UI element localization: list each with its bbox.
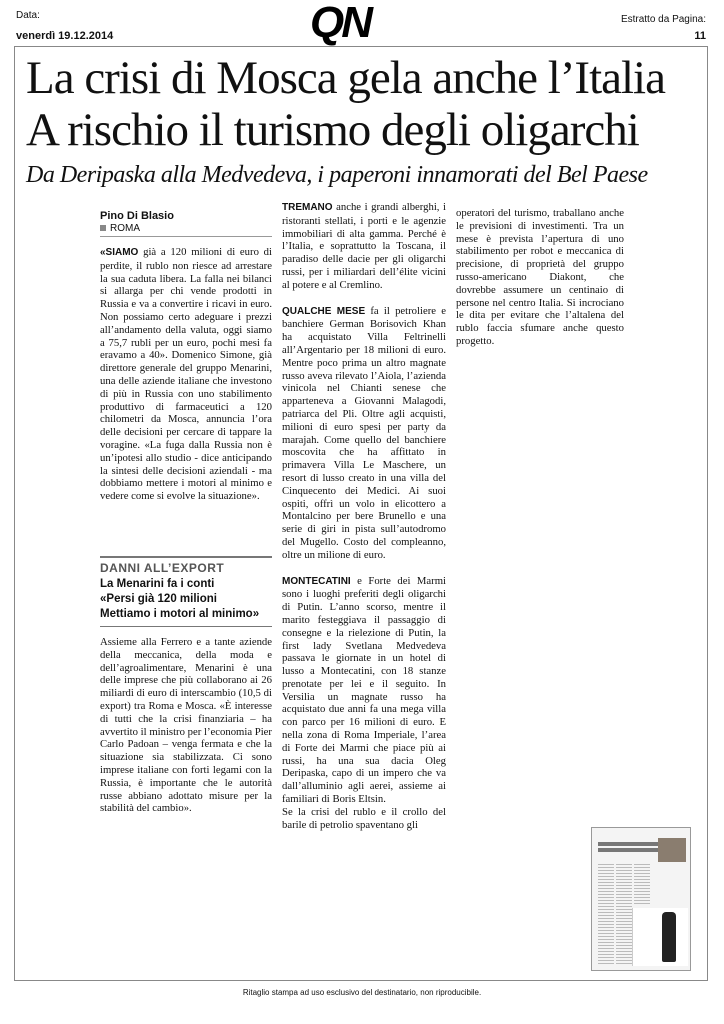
dateline [100,223,140,234]
lead-in: QUALCHE MESE [282,305,366,317]
lead-in: MONTECATINI [282,575,351,587]
thumbnail-advertisement [632,908,688,966]
page-number: 11 [694,30,706,42]
paragraph-text: Assieme alla Ferrero e a tante aziende della meccanica, della moda e dell’agroalimentare, Menarini è una delle imprese che più collaborano ai 26 miliardi di euro di interscambio (10,5 di export) tra Roma e Mosca. «È interesse di tutti che la crisi finanziaria – ha avvertito il ministro per l’economia Pier Carlo Padoan – venga fermata e che la situazione sia stabilizzata. Ci sono imprese italiane con forti legami con la Russia, è importante che le autorità russe abbiano adottato misure per la stabilità del cambio». [100,636,272,815]
page-extract-label: Estratto da Pagina: [620,14,706,25]
newspaper-logo [310,2,414,46]
thumbnail-photo [658,838,686,862]
box-kicker: DANNI ALL’EXPORT [100,561,225,575]
lead-in: «SIAMO [100,247,139,258]
thumbnail-headline [598,842,658,846]
paragraph-text: e Forte dei Marmi sono i luoghi preferiti degli oligarchi di Putin. L’anno scorso, mentre il marito festeggiava il passaggio di consegne e la rielezione di Putin, la first lady Svetlana Medvedeva passava le giornate in un hotel di lusso a Montecatini, con 18 stanze prenotate per lei e il seguito. In Versilia un magnate russo ha acquistato due anni fa una mega villa con parco per 16 milioni di euro. E nella zona di Roma Imperiale, l’area di Forte dei Marmi che piace più ai russi, ha una sua dacia Oleg Deripaska, capo di un impero che va dall’alluminio agli aerei, assieme ai familiari di Boris Eltsin. [282,574,446,806]
byline: Pino Di Blasio [100,210,174,222]
paragraph-text: fa il petroliere e banchiere German Borisovich Khan ha acquistato Villa Feltrinelli all’Argentario per 18 milioni di euro. Mentre poco prima un altro magnate russo aveva rilevato l’Aiola, l’azienda vinicola nel Chianti senese che apparteneva a Giovanni Malagodi, patriarca del Pli. Oltre agli acquisti, milioni di euro spesi per party da marajah. Come quello del banchiere moscovita che ha affittato in primavera Villa Le Maschere, un resort di lusso creato in una villa del Cinquecento dei Medici. Ai suoi ospiti, offrì un volo in elicottero a Montalcino per bere Brunello e una serie di giri in pista sull’autodromo del Mugello. Costo del compleanno, oltre un milione di euro. [282,304,446,561]
thumbnail-column [616,864,632,964]
paragraph-text: già a 120 milioni di euro di perdite, il rublo non riesce ad arrestare la sua caduta libera. La falla nei bilanci si allarga per chi vende prodotti in Russia e va a convertire i ricavi in euro. Non possiamo certo adeguare i prezzi all’andamento della valuta, oggi siamo a 75,7 rubli per un euro, pochi mesi fa eravamo a 40». Domenico Simone, già direttore generale del gruppo Menarini, una delle aziende italiane che investono di più in Russia con uno stabilimento produttivo di farmaceutici a 120 chilometri da Mosca, annuncia l’ora delle decisioni per cercare di tappare la voragine. «La fuga dalla Russia non è un’ipotesi allo studio - dice anticipando la sintesi delle decisioni aziendali - ma dobbiamo mettere i motori al minimo e vedere come si evolve la situazione». [100,246,272,503]
paragraph [282,201,446,292]
paragraph-text: operatori del turismo, traballano anche le previsioni di investimenti. Tra un mese è prevista l’apertura di uno stabilimento per robot e meccanica di precisione, di proprietà del gruppo russo-americano Diakont, che dovrebbe assumere un centinaio di persone nel centro Italia. Si incrociano le dita per evitare che l’altalena del rublo faccia sfumare anche questo progetto. [456,207,624,347]
thumbnail-column [634,864,650,904]
lead-in: TREMANO [282,202,333,213]
bottle-icon [662,912,676,962]
subheadline: Da Deripaska alla Medvedeva, i paperoni innamorati del Bel Paese [26,162,648,188]
paragraph-text: anche i grandi alberghi, i ristoranti stellati, i porti e le agenzie immobiliari di alta gamma. Perché è l’Italia, e soprattutto la Toscana, il paradiso delle dacie per gli oligarchi russi, per i miliardari dell’élite vicini al potere e al Cremlino. [282,201,446,291]
thumbnail-headline [598,848,658,852]
divider [100,626,272,627]
paragraph [282,575,446,806]
headline-line-2: A rischio il turismo degli oligarchi [26,104,639,156]
publication-date: venerdì 19.12.2014 [16,30,114,42]
date-label: Data: [16,10,40,21]
paragraph [100,246,272,503]
divider [100,236,272,237]
paragraph [282,305,446,562]
footer-notice: Ritaglio stampa ad uso esclusivo del destinatario, non riproducibile. [242,988,482,997]
headline-line-1: La crisi di Mosca gela anche l’Italia [26,52,665,104]
box-body [100,636,272,815]
dateline-text: ROMA [110,223,140,234]
page-thumbnail [591,827,691,971]
logo-text: QN [310,0,370,47]
article-column-2 [282,201,446,831]
paragraph-text: Se la crisi del rublo e il crollo del barile di petrolio spaventano gli [282,805,446,831]
box-title-line: «Persi già 120 milioni [100,593,217,605]
thumbnail-column [598,864,614,964]
article-column-3 [456,207,624,348]
box-title [100,577,272,622]
article-column-1 [100,246,272,503]
divider [100,556,272,558]
box-title-line: La Menarini fa i conti [100,578,215,590]
square-bullet-icon [100,225,106,231]
box-title-line: Mettiamo i motori al minimo» [100,608,260,620]
